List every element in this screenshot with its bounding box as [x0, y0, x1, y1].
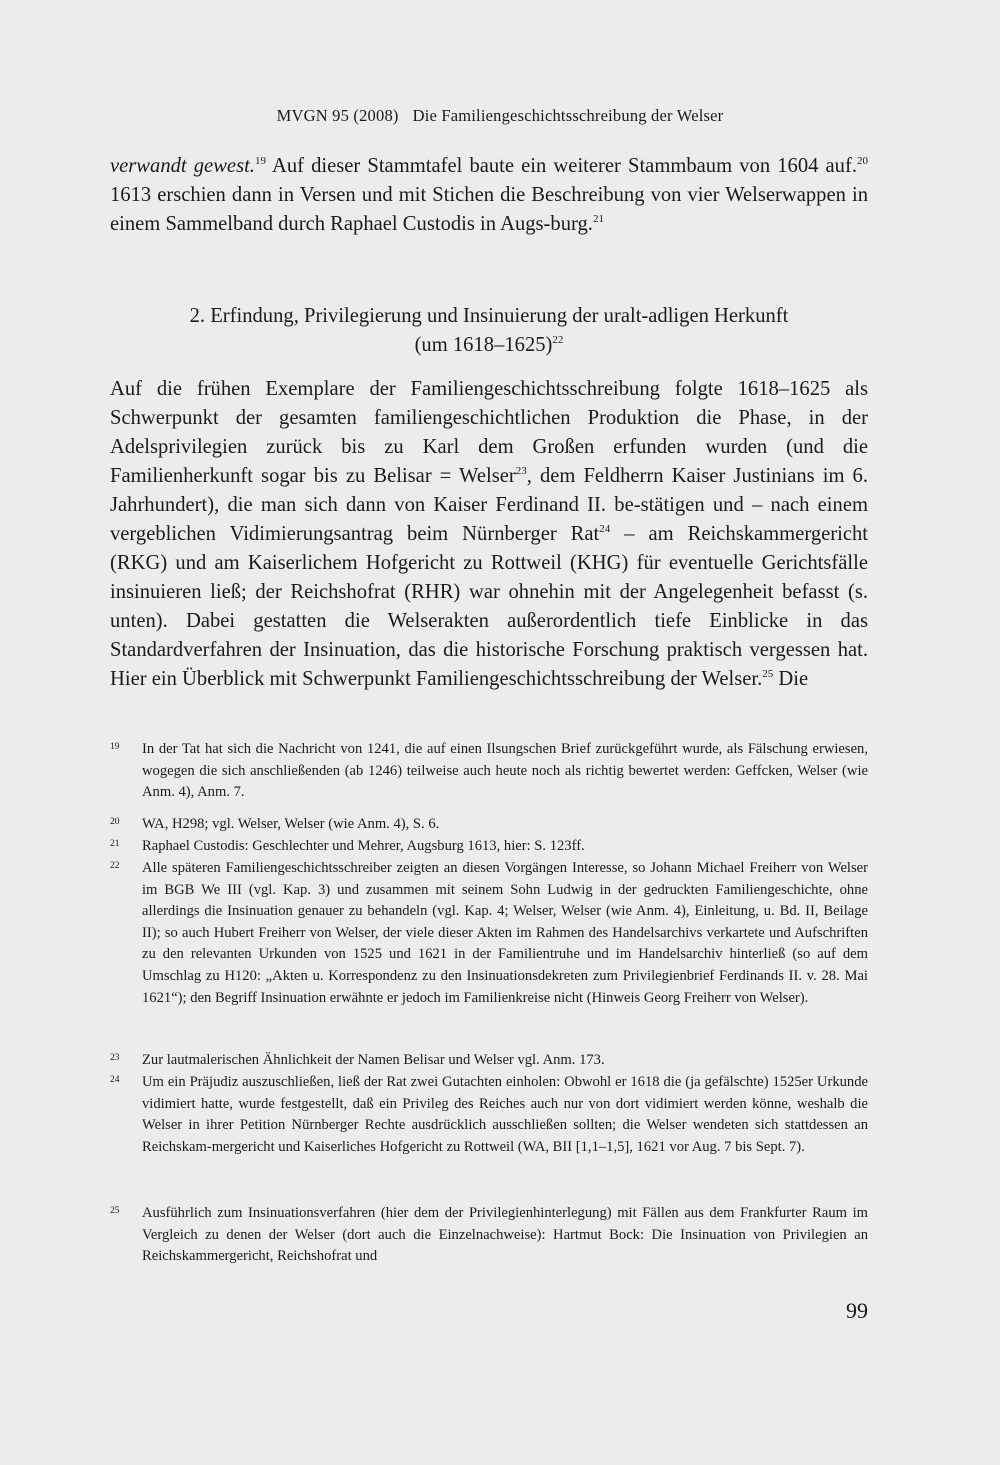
section-text-1: Auf die frühen Exemplare der Familiengeschichtsschreibung folgte 1618–1625 als Schwerpunkt der gesamten familiengeschichtlichen Produktion die Phase, in der Adelsprivilegien zurück bis zu Karl dem Großen erfunden wurden (und die Familienherkunft sogar bis zu Belisar = Welser: [110, 378, 868, 487]
section-heading: [110, 302, 868, 360]
section-heading-line-2: (um 1618–1625): [414, 334, 553, 356]
journal-reference: MVGN 95 (2008): [276, 106, 399, 125]
footnote-text: WA, H298; vgl. Welser, Welser (wie Anm. 4), S. 6.: [142, 816, 440, 832]
footnote-text: Raphael Custodis: Geschlechter und Mehrer, Augsburg 1613, hier: S. 123ff.: [142, 838, 585, 854]
footnote-text: Um ein Präjudiz auszuschließen, ließ der Rat zwei Gutachten einholen: Obwohl er 1618 die (ja gefälschte) 1525er Urkunde vidimiert hatte, wurde festgestellt, daß ein Privileg des Reiches auch nur von dort vidimiert werden könne, weshalb die Welser in ihrer Petition Nürnberger Rechte ausdrücklich ausschließen sollten; die Welser wendeten sich stattdessen an Reichskam-mergericht und Kaiserliches Hofgericht zu Rottweil (WA, BII [1,1–1,5], 1621 vor Aug. 7 bis Sept. 7).: [142, 1074, 868, 1155]
footnote-24: [110, 1072, 868, 1158]
footnote-number: 22: [110, 861, 120, 871]
footnote-20: [110, 814, 868, 836]
section-text-2: , dem Feldherrn Kaiser Justinians im 6. Jahrhundert), die man sich dann von Kaiser Ferdinand II. be-stätigen und – nach einem vergeblichen Vidimierungsantrag beim Nürnberger Rat: [110, 465, 869, 545]
footnote-22: [110, 858, 868, 1009]
section-text-4: Die: [773, 668, 809, 690]
footnote-text: Alle späteren Familiengeschichtsschreiber zeigten an diesen Vorgängen Interesse, so Johann Michael Freiherr von Welser im BGB We III (vgl. Kap. 3) und zusammen mit seinem Sohn Ludwig in der gedruckten Familiengeschichte, ohne allerdings die Insinuation genauer zu behandeln (vgl. Kap. 4; Welser, Welser (wie Anm. 4), Einleitung, u. Bd. II, Beilage II); so auch Hubert Freiherr von Welser, der viele dieser Akten im Rahmen des Handelsarchivs verkartete und Aufschriften zu den relevanten Urkunden von 1525 und 1621 in der Familientruhe und im Handelsarchiv hinterließ (so auf dem Umschlag zu H120: „Akten u. Korrespondenz zu den Insinuationsdekreten zum Privilegienbrief Ferdinands II. v. 28. Mai 1621“); den Begriff Insinuation erwähnte er jedoch im Familienkreise nicht (Hinweis Georg Freiherr von Welser).: [142, 860, 868, 1006]
intro-text-2: 1613 erschien dann in Versen und mit Stichen die Beschreibung von vier Welserwappen in einem Sammelband durch Raphael Custodis in Augs-burg.: [110, 184, 868, 235]
footnote-number: 20: [110, 817, 120, 827]
footnote-ref-23[interactable]: 23: [515, 465, 527, 477]
footnote-number: 24: [110, 1075, 120, 1085]
footnote-text: Ausführlich zum Insinuationsverfahren (hier dem der Privilegienhinterlegung) mit Fällen aus dem Frankfurter Raum im Vergleich zu denen der Welser (dort auch die Einzelnachweise): Hartmut Bock: Die Insinuation von Privilegien an Reichskammergericht, Reichshofrat und: [142, 1205, 868, 1265]
italic-quote: verwandt gewest.: [110, 155, 255, 177]
page-number: 99: [846, 1298, 868, 1323]
footnote-ref-24[interactable]: 24: [599, 523, 611, 535]
running-title: Die Familiengeschichtsschreibung der Welser: [412, 106, 724, 125]
footnote-number: 19: [110, 742, 120, 752]
footnote-19: [110, 739, 868, 804]
footnote-number: 25: [110, 1206, 120, 1216]
footnote-ref-25[interactable]: 25: [762, 668, 774, 680]
footnote-number: 23: [110, 1053, 120, 1063]
section-heading-line-1: 2. Erfindung, Privilegierung und Insinuierung der uralt-adligen Herkunft: [189, 305, 789, 327]
footnote-ref-20[interactable]: 20: [857, 155, 868, 167]
footnote-ref-21[interactable]: 21: [592, 213, 604, 225]
footnote-ref-22[interactable]: 22: [552, 334, 564, 346]
running-head: [0, 106, 1000, 126]
footnote-text: Zur lautmalerischen Ähnlichkeit der Namen Belisar und Welser vgl. Anm. 173.: [142, 1052, 605, 1068]
intro-paragraph: [110, 152, 868, 239]
footnote-21: [110, 836, 868, 858]
footnote-25: [110, 1203, 868, 1268]
intro-text-1: Auf dieser Stammtafel baute ein weiterer Stammbaum von 1604 auf.: [265, 155, 857, 177]
section-paragraph: [110, 375, 868, 694]
section-text-3: – am Reichskammergericht (RKG) und am Kaiserlichem Hofgericht zu Rottweil (KHG) für eventuelle Gerichtsfälle insinuieren ließ; der Reichshofrat (RHR) war ohnehin mit der Angelegenheit befasst (s. unten). Dabei gestatten die Welserakten außerordentlich tiefe Einblicke in das Standardverfahren der Insinuation, das die historische Forschung praktisch vergessen hat. Hier ein Überblick mit Schwerpunkt Familiengeschichtsschreibung der Welser.: [110, 523, 868, 690]
footnote-text: In der Tat hat sich die Nachricht von 1241, die auf einen Ilsungschen Brief zurückgeführt wurde, als Fälschung erwiesen, wogegen die sich anschließenden (ab 1246) teilweise auch heute noch als richtig bewertet werden: Geffcken, Welser (wie Anm. 4), Anm. 7.: [142, 741, 868, 801]
footnote-23: [110, 1050, 868, 1072]
footnote-ref-19[interactable]: 19: [254, 155, 266, 167]
footnote-number: 21: [110, 839, 120, 849]
